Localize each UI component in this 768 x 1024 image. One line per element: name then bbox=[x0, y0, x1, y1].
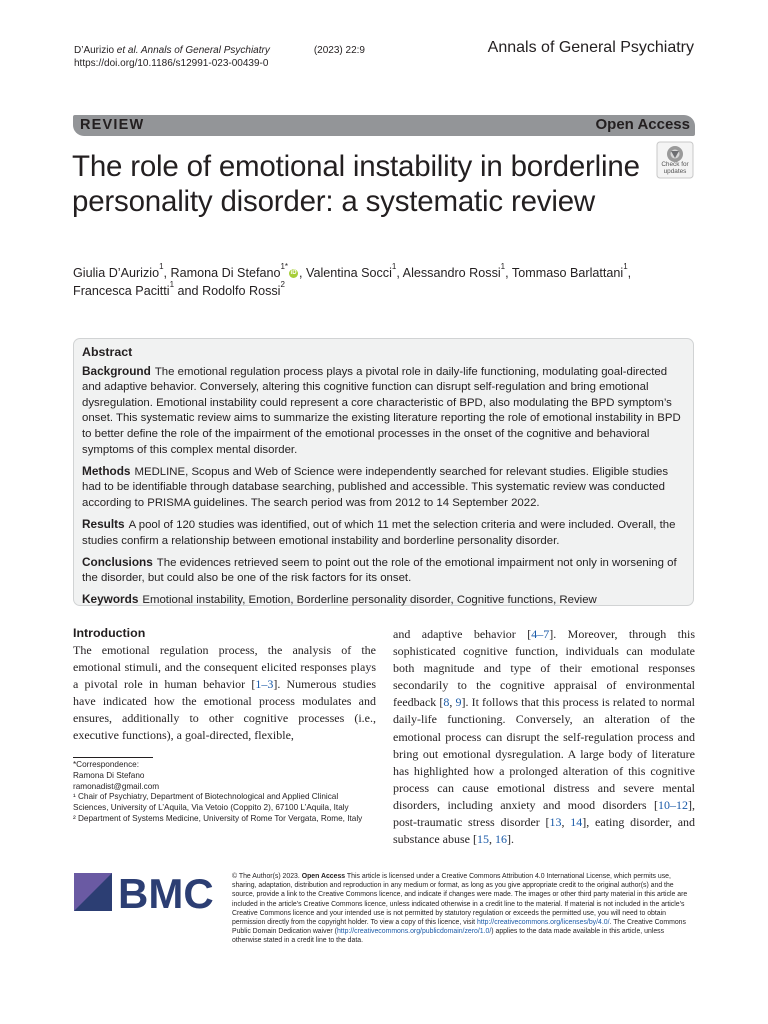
author-list: Giulia D’Aurizio$^1$, Ramona Di Stefano$^{1*}$iD , Valentina Socci$^1$, Alessandro Rossi$^1$, Tommaso Barlattani$^1$, Francesca Pacitti$^1$ and Rodolfo Rossi$^2$ bbox=[73, 262, 632, 298]
background-label: Background bbox=[82, 363, 151, 378]
body-text: ], post-traumatic stress disorder [ bbox=[393, 797, 695, 830]
doi-link[interactable]: https://doi.org/10.1186/s12991-023-00439-0 bbox=[74, 58, 269, 69]
author-name: Valentina Socci bbox=[306, 266, 392, 280]
abstract-heading: Abstract bbox=[82, 345, 133, 359]
citation: (2023) 22:9 bbox=[313, 45, 365, 56]
keywords-label: Keywords bbox=[82, 592, 139, 607]
left-column bbox=[73, 626, 376, 745]
citation-link[interactable]: 16 bbox=[494, 832, 507, 847]
article-title: The role of emotional instability in borderline personality disorder: a systematic review bbox=[72, 150, 640, 218]
author-name: Ramona Di Stefano bbox=[170, 266, 281, 280]
citation-link[interactable]: 9 bbox=[455, 695, 462, 710]
citation-link[interactable]: 15 bbox=[476, 832, 489, 847]
affiliation-marker: 1 bbox=[623, 262, 628, 271]
abstract-keywords bbox=[82, 592, 684, 609]
results-text: A pool of 120 studies was identified, out of which 11 met the selection criteria and were included. Overall, the studies confirm a relationship between emotional instability and borderline personality disorder. bbox=[82, 518, 676, 547]
keywords-text: Emotional instability, Emotion, Borderline personality disorder, Cognitive functions, Review bbox=[142, 594, 597, 607]
license-body: This article is licensed under a Creative Commons Attribution 4.0 International License, which permits use, sharing, adaptation, distribution and reproduction in any medium or format, as long as you give appropriate credit to the original author(s) and the source, provide a link to the Creative Commons licence, and indicate if changes were made. The images or other third party material in this article are included in the article’s Creative Commons licence, unless indicated otherwise in a credit line to the material. If material is not included in the article’s Creative Commons licence and your intended use is not permitted by statutory regulation or exceeds the permitted use, you will need to obtain permission directly from the copyright holder. To view a copy of this licence, visit bbox=[232, 873, 688, 927]
bmc-logo bbox=[74, 873, 216, 913]
abstract-methods bbox=[82, 464, 684, 512]
background-text: The emotional regulation process plays a pivotal role in daily-life functioning, modulating goal-directed and adaptive behavior. Conversely, altering this cognitive function can disrupt self-regulation and bring emotional dysregulation. Emotional instability could represent a core characteristic of BPD, also modulating the BPD symptom’s onset. This systematic review aims to summarize the existing literature reporting the role of emotional instability in BPD to better define the role of the impairment of the emotional processes in the onset of the cognitive and behavioral symptoms of this complex mental disorder. bbox=[82, 365, 681, 456]
license-body: . The Creative Commons Public Domain Dedication waiver ( bbox=[232, 919, 686, 936]
body-text: ]. bbox=[506, 832, 514, 847]
orcid-icon[interactable]: iD bbox=[290, 270, 297, 277]
public-domain-link[interactable]: http://creativecommons.org/publicdomain/zero/1.0/ bbox=[336, 928, 492, 936]
body-text: ], eating disorder, and substance abuse [ bbox=[393, 815, 696, 847]
affiliation-1: ¹ Chair of Psychiatry, Department of Biotechnological and Applied Clinical Sciences, University of L’Aquila, Via Vetoio (Coppito 2), 67100 L’Aquila, Italy bbox=[73, 792, 349, 813]
body-text: The emotional regulation process, the analysis of the emotional stimuli, and the consequent elicited responses plays a pivotal role in human behavior [ bbox=[73, 643, 376, 692]
author-short: D’Aurizio bbox=[74, 45, 115, 56]
affiliation-marker: 2 bbox=[280, 280, 285, 289]
affiliation-marker: 1 bbox=[169, 280, 175, 289]
right-column bbox=[393, 626, 695, 848]
results-label: Results bbox=[82, 516, 125, 531]
check-for-updates-line2: updates bbox=[663, 168, 687, 175]
author-name: Tommaso Barlattani bbox=[511, 266, 624, 280]
conclusions-label: Conclusions bbox=[82, 554, 153, 569]
abstract-background bbox=[82, 364, 684, 459]
open-access-bold: Open Access bbox=[301, 873, 346, 880]
correspondence-email[interactable]: ramonadist@gmail.com bbox=[73, 781, 160, 791]
citation-link[interactable]: 14 bbox=[570, 815, 583, 830]
body-text: ]. It follows that this process is related to normal daily-life functioning. Conversely, an alteration of the emotional process can disrupt the self-regulation process and bring out emotional dysregulation. A large body of literature has highlighted how a prolonged alteration of this cognitive process can cause emotional distress and severe mental disorders, including anxiety and mood disorders [ bbox=[393, 695, 696, 812]
citation-link[interactable]: 8 bbox=[443, 695, 450, 710]
citation-link[interactable]: 13 bbox=[549, 815, 562, 830]
license-link[interactable]: http://creativecommons.org/licenses/by/4.0/ bbox=[476, 919, 610, 927]
author-name: Alessandro Rossi bbox=[402, 266, 501, 280]
journal-ref: et al. Annals of General Psychiatry bbox=[116, 45, 270, 56]
body-text: ]. Numerous studies have indicated how the emotional process modulates and ensures, additionally to other cognitive processes (i.e., executive functions), a goal-directed, flexible, bbox=[73, 677, 376, 743]
citation-link[interactable]: 1–3 bbox=[255, 677, 274, 692]
author-name: Giulia D’Aurizio bbox=[73, 266, 160, 280]
intro-paragraph bbox=[73, 642, 376, 745]
copyright-text: © The Author(s) 2023. bbox=[232, 873, 300, 880]
check-for-updates-label bbox=[654, 161, 696, 175]
body-text: and adaptive behavior [ bbox=[393, 627, 532, 641]
license-body: ) applies to the data made available in this article, unless otherwise stated in a credit line to the data. bbox=[232, 928, 665, 945]
check-for-updates-line1: Check for bbox=[661, 161, 689, 168]
bmc-logo-text: BMC bbox=[118, 873, 214, 913]
footnotes bbox=[73, 760, 373, 825]
article-type-label: REVIEW bbox=[80, 117, 145, 133]
affiliation-marker: 1 bbox=[500, 262, 506, 271]
abstract-content bbox=[82, 345, 684, 614]
intro-paragraph-continued: and adaptive behavior [4–7]. Moreover, through this sophisticated cognitive function, individuals can modulate both magnitude and type of their emotional responses secondarily to the cognitive appraisal of environmental feedback [8, 9]. It follows that this process is related to normal daily-life functioning. Conversely, an alteration of the emotional process can disrupt the self-regulation process and bring out emotional dysregulation. A large body of literature has highlighted how a prolonged alteration of this cognitive process can cause emotional distress and severe mental disorders, including anxiety and mood disorders [10–12], post-traumatic stress disorder [13, 14], eating disorder, and substance abuse [15, 16]. bbox=[393, 627, 696, 847]
article-metadata bbox=[74, 44, 365, 70]
citation-link[interactable]: 10–12 bbox=[658, 797, 688, 812]
license-text bbox=[232, 872, 694, 946]
methods-label: Methods bbox=[82, 463, 131, 478]
affiliation-2: ² Department of Systems Medicine, University of Rome Tor Vergata, Rome, Italy bbox=[73, 813, 363, 823]
affiliation-marker: 1 bbox=[159, 262, 164, 271]
citation-link[interactable]: 4–7 bbox=[531, 627, 550, 641]
footnote-divider bbox=[73, 757, 153, 758]
author-name: Francesca Pacitti bbox=[73, 284, 170, 298]
journal-name: Annals of General Psychiatry bbox=[487, 39, 694, 56]
author-name: Rodolfo Rossi bbox=[202, 284, 281, 298]
correspondence-name: Ramona Di Stefano bbox=[73, 770, 145, 780]
conclusions-text: The evidences retrieved seem to point out the role of the emotional impairment not only in worsening of the disorder, but could also be one of the risk factors for its onset. bbox=[82, 556, 677, 585]
affiliation-marker: 1* bbox=[280, 262, 289, 271]
open-access-label: Open Access bbox=[595, 116, 690, 133]
abstract-results bbox=[82, 517, 684, 549]
methods-text: MEDLINE, Scopus and Web of Science were independently searched for relevant studies. Eligible studies had to be identifiable through database searching, published and accessible. This systematic review was conducted according to PRISMA guidelines. The search period was from 2012 to 14 September 2022. bbox=[82, 465, 669, 509]
body-text: ]. Moreover, through this sophisticated cognitive function, individuals can modulate both magnitude and type of their emotional responses secondarily to the cognitive appraisal of environmental feedback [ bbox=[393, 627, 696, 710]
affiliation-marker: 1 bbox=[391, 262, 397, 271]
abstract-conclusions bbox=[82, 555, 684, 587]
section-heading-introduction: Introduction bbox=[73, 626, 146, 640]
correspondence-label: *Correspondence: bbox=[73, 760, 139, 769]
